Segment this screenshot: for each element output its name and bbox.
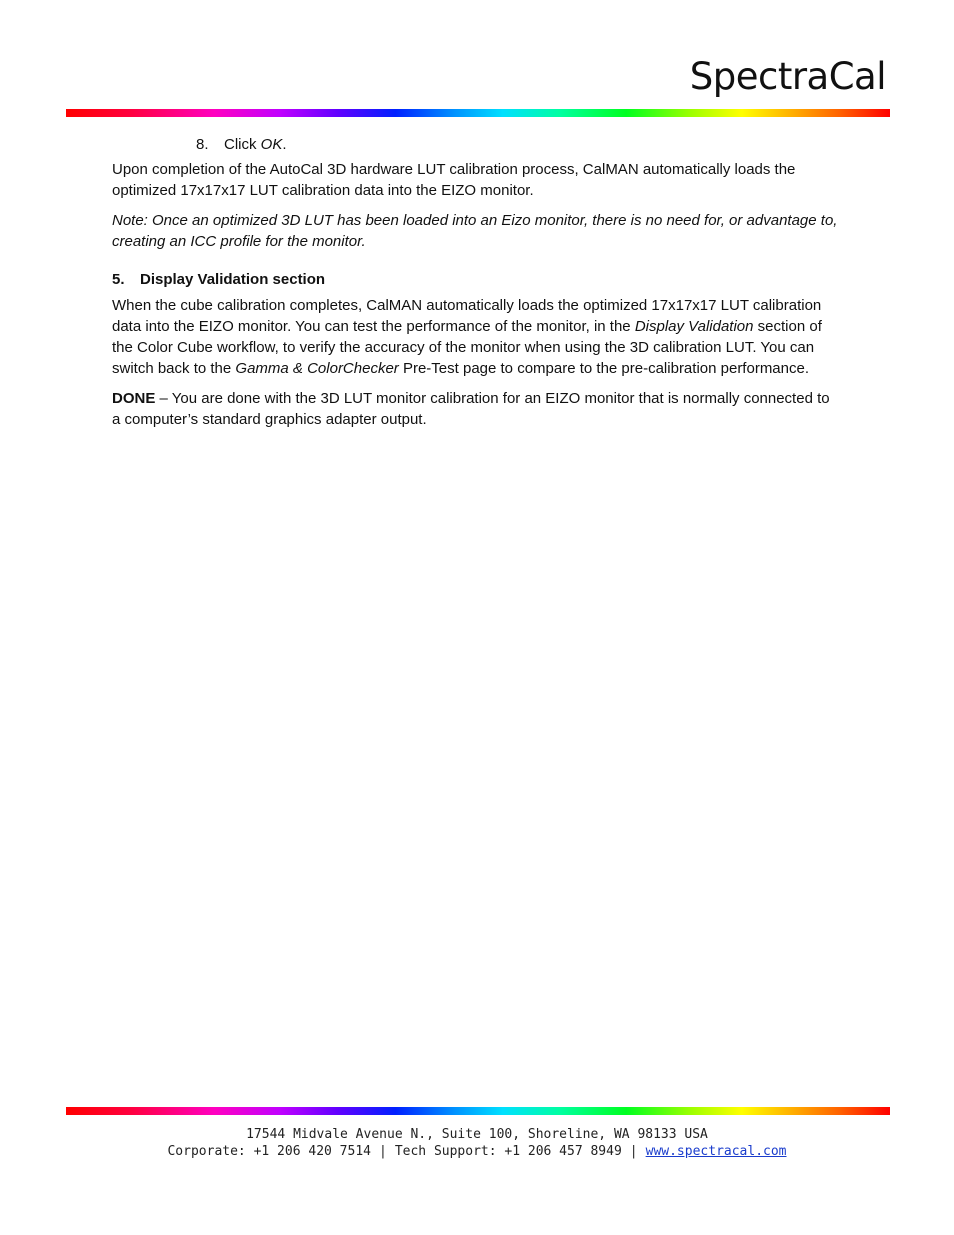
validation-text-1: When the cube calibration completes, CalMAN automatically loads the optimized 17x17x17 LUT calibration data into the EIZO monitor. You can test the performance of the monitor, in the: [112, 297, 822, 335]
note-paragraph: Note: Once an optimized 3D LUT has been loaded into an Eizo monitor, there is no need for, or advantage to, creating an ICC profile for the monitor.: [112, 212, 838, 250]
validation-paragraph: [112, 295, 842, 379]
step-8: [112, 134, 842, 155]
done-paragraph: [112, 388, 842, 430]
footer-rainbow-bar: [66, 1107, 890, 1115]
corporate-phone: Corporate: +1 206 420 7514: [167, 1144, 371, 1159]
spectracal-logo: SpectraCal: [689, 55, 886, 98]
section-heading: [112, 269, 842, 290]
footer-address: 17544 Midvale Avenue N., Suite 100, Shoreline, WA 98133 USA: [246, 1127, 708, 1142]
display-validation-term: Display Validation: [634, 318, 754, 335]
done-label: DONE: [112, 390, 156, 407]
ok-label: OK: [260, 136, 283, 153]
document-body: [112, 134, 842, 439]
footer-separator: |: [378, 1144, 387, 1159]
step-number: 8.: [196, 136, 209, 153]
footer-contacts: [0, 1143, 954, 1160]
step-text-suffix: .: [282, 136, 287, 153]
footer-separator: |: [629, 1144, 638, 1159]
gamma-colorchecker-term: Gamma & ColorChecker: [235, 360, 399, 377]
website-link[interactable]: www.spectracal.com: [645, 1144, 787, 1159]
section-title: Display Validation section: [140, 271, 326, 288]
done-text: – You are done with the 3D LUT monitor calibration for an EIZO monitor that is normally connected to a computer’s standard graphics adapter output.: [112, 390, 830, 428]
validation-text-3: Pre-Test page to compare to the pre-calibration performance.: [398, 360, 810, 377]
completion-paragraph: Upon completion of the AutoCal 3D hardware LUT calibration process, CalMAN automatically loads the optimized 17x17x17 LUT calibration data into the EIZO monitor.: [112, 161, 796, 199]
header-rainbow-bar: [66, 109, 890, 117]
step-text-prefix: Click: [224, 136, 261, 153]
page-footer: [0, 1126, 954, 1160]
section-number: 5.: [112, 271, 125, 288]
validation-text-2: section of the Color Cube workflow, to verify the accuracy of the monitor when using the 3D calibration LUT. You can switch back to the: [112, 318, 822, 377]
tech-support-phone: Tech Support: +1 206 457 8949: [394, 1144, 622, 1159]
